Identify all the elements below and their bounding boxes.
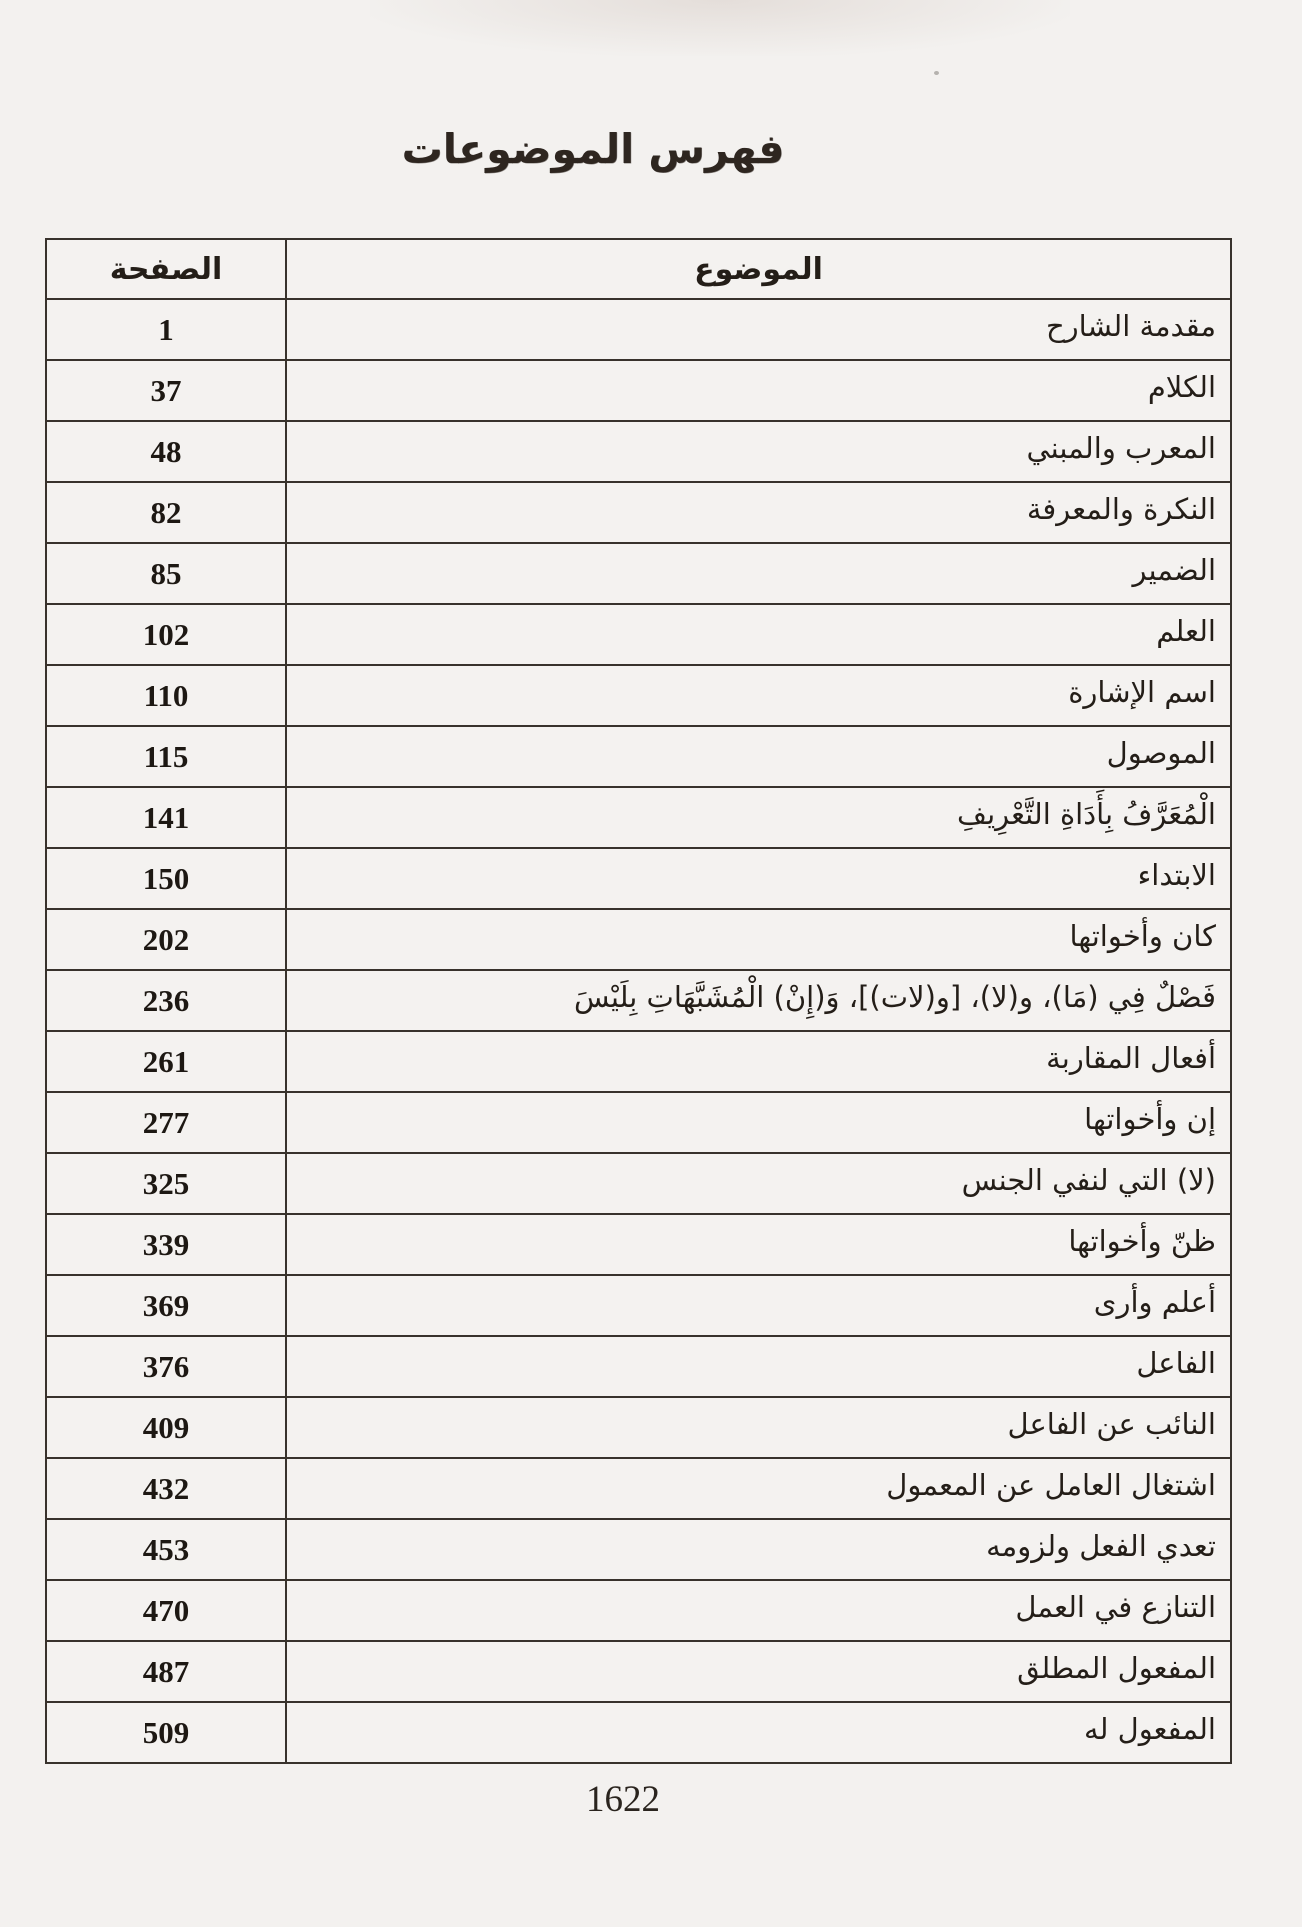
table-row [46,1641,1231,1702]
topic-cell: الْمُعَرَّفُ بِأَدَاةِ التَّعْرِيفِ [286,787,1231,848]
topic-cell: الضمير [286,543,1231,604]
page-number-cell: 453 [46,1519,286,1580]
page-number-cell: 376 [46,1336,286,1397]
topic-cell: المفعول له [286,1702,1231,1763]
toc-table-header [46,239,1231,299]
page-number-cell: 325 [46,1153,286,1214]
topic-cell: أعلم وأرى [286,1275,1231,1336]
page-number-cell: 48 [46,421,286,482]
column-header-page: الصفحة [46,239,286,299]
page-number-cell: 236 [46,970,286,1031]
table-row [46,604,1231,665]
table-row [46,1702,1231,1763]
footer-page-number: 1622 [586,1779,660,1820]
column-header-topic: الموضوع [286,239,1231,299]
page-number-cell: 470 [46,1580,286,1641]
table-row [46,1092,1231,1153]
page-number-cell: 85 [46,543,286,604]
topic-cell: الكلام [286,360,1231,421]
page-number-cell: 432 [46,1458,286,1519]
table-row [46,299,1231,360]
topic-cell: الموصول [286,726,1231,787]
table-row [46,421,1231,482]
topic-cell: اشتغال العامل عن المعمول [286,1458,1231,1519]
table-row [46,360,1231,421]
scan-artifact [370,0,1070,56]
topic-cell: ظنّ وأخواتها [286,1214,1231,1275]
topic-cell: العلم [286,604,1231,665]
topic-cell: تعدي الفعل ولزومه [286,1519,1231,1580]
page-number-cell: 82 [46,482,286,543]
table-row [46,787,1231,848]
topic-cell: فَصْلٌ فِي (مَا)، و(لا)، [و(لات)]، وَ(إِنْ) الْمُشَبَّهَاتِ بِلَيْسَ [286,970,1231,1031]
topic-cell: المفعول المطلق [286,1641,1231,1702]
page-number-cell: 409 [46,1397,286,1458]
toc-table [45,238,1232,1764]
page-number-cell: 150 [46,848,286,909]
topic-cell: مقدمة الشارح [286,299,1231,360]
topic-cell: النكرة والمعرفة [286,482,1231,543]
page-number-cell: 202 [46,909,286,970]
page-number-cell: 102 [46,604,286,665]
table-row [46,909,1231,970]
page-number-cell: 277 [46,1092,286,1153]
table-row [46,726,1231,787]
table-row [46,1580,1231,1641]
table-row [46,543,1231,604]
page-number-cell: 261 [46,1031,286,1092]
table-row [46,1458,1231,1519]
page-number-cell: 141 [46,787,286,848]
page-number-cell: 339 [46,1214,286,1275]
topic-cell: إن وأخواتها [286,1092,1231,1153]
scan-speck [934,71,939,75]
page-number-cell: 487 [46,1641,286,1702]
table-row [46,1214,1231,1275]
page-number-cell: 1 [46,299,286,360]
page-title: فهرس الموضوعات [401,125,785,174]
table-row [46,1031,1231,1092]
topic-cell: (لا) التي لنفي الجنس [286,1153,1231,1214]
page-number-cell: 110 [46,665,286,726]
table-row [46,1153,1231,1214]
topic-cell: أفعال المقاربة [286,1031,1231,1092]
topic-cell: التنازع في العمل [286,1580,1231,1641]
topic-cell: الابتداء [286,848,1231,909]
table-row [46,848,1231,909]
page-number-cell: 115 [46,726,286,787]
topic-cell: المعرب والمبني [286,421,1231,482]
page-number-cell: 509 [46,1702,286,1763]
table-row [46,1397,1231,1458]
table-row [46,1336,1231,1397]
table-row [46,665,1231,726]
topic-cell: النائب عن الفاعل [286,1397,1231,1458]
table-row [46,1519,1231,1580]
table-row [46,970,1231,1031]
table-row [46,1275,1231,1336]
topic-cell: كان وأخواتها [286,909,1231,970]
topic-cell: الفاعل [286,1336,1231,1397]
toc-table-body [46,299,1231,1763]
page-number-cell: 37 [46,360,286,421]
topic-cell: اسم الإشارة [286,665,1231,726]
header-row [46,239,1231,299]
table-row [46,482,1231,543]
page-number-cell: 369 [46,1275,286,1336]
